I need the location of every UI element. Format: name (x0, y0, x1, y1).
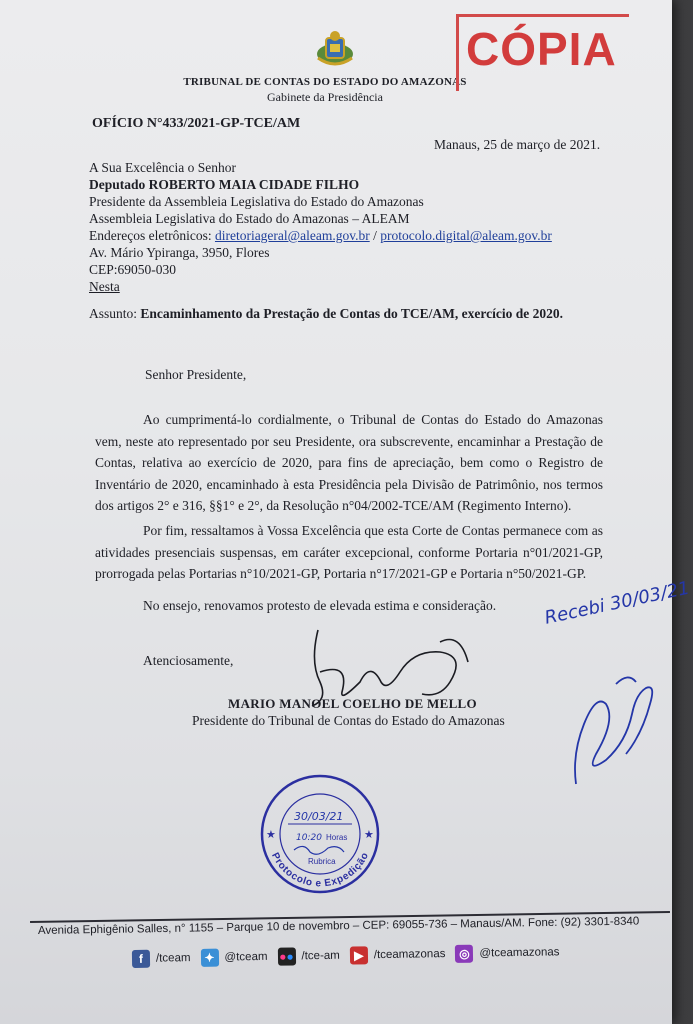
stamp-date: 30/03/21 (294, 810, 344, 823)
recipient-institution: Assembleia Legislativa do Estado do Amazonas – ALEAM (89, 211, 410, 226)
recipient-cep: CEP:69050-030 (89, 262, 177, 277)
recipient-address: Av. Mário Ypiranga, 3950, Flores (89, 245, 270, 260)
paragraph-3: No ensejo, renovamos protesto de elevada estima e consideração. (143, 598, 497, 613)
paragraph-2: Por fim, ressaltamos à Vossa Excelência que esta Corte de Contas permanece com as atividades presenciais suspensas, em caráter excepcional, conforme Portaria n°01/2021-GP, prorrogada pelas Portarias n°10/2021-GP, Portaria n°17/2021-GP e Portaria n°50/2021-GP. (95, 523, 603, 581)
org-name: TRIBUNAL DE CONTAS DO ESTADO DO AMAZONAS (183, 76, 467, 88)
footer-address: Avenida Ephigênio Salles, n° 1155 – Parque 10 de novembro – CEP: 69055-736 – Manaus/AM. Fone: (92) 3301-8340 (37, 915, 640, 937)
received-note: Recebi 30/03/21 (542, 577, 692, 629)
emails-label: Endereços eletrônicos: (89, 228, 212, 243)
email-link-1[interactable]: diretoriageral@aleam.gov.br (214, 228, 370, 243)
svg-text:★: ★ (364, 829, 374, 841)
receiver-signature (566, 664, 666, 794)
signer-role: Presidente do Tribunal de Contas do Estado do Amazonas (192, 713, 505, 728)
protocol-stamp (258, 772, 382, 896)
stamp-time: 10:20 (296, 833, 322, 843)
recipient-nesta: Nesta (89, 279, 120, 294)
stamp-rubrica-label: Rubrica (308, 857, 336, 866)
document-number: OFÍCIO N°433/2021-GP-TCE/AM (92, 116, 301, 131)
svg-text:★: ★ (266, 829, 276, 841)
paragraph-1: Ao cumprimentá-lo cordialmente, o Tribunal de Contas do Estado do Amazonas vem, neste ato representado por seu Presidente, ora subscrevente, encaminhar a Prestação de Contas, relativa ao exercício de 2020, para fins de apreciação, bem como o Registro de Inventário de 2020, encaminhado à esta Presidência pela Divisão de Patrimônio, nos termos dos artigos 2° e 316, §§1° e 2°, da Resolução n°04/2002-TCE/AM (Regimento Interno). (95, 412, 603, 513)
greeting: Senhor Presidente, (145, 367, 247, 382)
subject-text: Encaminhamento da Prestação de Contas do TCE/AM, exercício de 2020. (140, 306, 563, 321)
recipient-salutation: A Sua Excelência o Senhor (89, 160, 236, 175)
closing: Atenciosamente, (143, 653, 234, 668)
instagram-icon[interactable]: ◎ (455, 945, 473, 963)
facebook-icon[interactable]: f (132, 950, 150, 968)
stamp-top-text (258, 772, 382, 775)
copia-stamp: CÓPIA (466, 23, 617, 75)
org-subtitle: Gabinete da Presidência (267, 90, 383, 104)
email-link-2[interactable]: protocolo.digital@aleam.gov.br (380, 228, 552, 243)
stamp-bottom-text: Protocolo e Expedição (269, 851, 371, 890)
subject-line (89, 306, 563, 322)
coat-of-arms-icon (312, 28, 358, 72)
social-label-youtube[interactable]: /tceamazonas (373, 948, 446, 962)
document-date: Manaus, 25 de março de 2021. (434, 137, 601, 152)
social-label-facebook[interactable]: /tceam (155, 952, 191, 965)
social-label-flickr[interactable]: /tce-am (301, 949, 340, 963)
recipient-emails (89, 227, 552, 244)
email-separator: / (369, 228, 381, 243)
flickr-icon[interactable]: ● ● (277, 947, 295, 965)
youtube-icon[interactable]: ▶ (350, 946, 368, 964)
social-links (132, 943, 560, 968)
signer-name: MARIO MANOEL COELHO DE MELLO (228, 696, 477, 711)
recipient-role: Presidente da Assembleia Legislativa do Estado do Amazonas (89, 194, 424, 209)
social-label-instagram[interactable]: @tceamazonas (479, 946, 560, 960)
recipient-name: Deputado ROBERTO MAIA CIDADE FILHO (89, 177, 360, 192)
twitter-icon[interactable]: ✦ (200, 949, 218, 967)
subject-label: Assunto: (89, 306, 138, 321)
stamp-hours-label: Horas (326, 833, 348, 842)
social-label-twitter[interactable]: @tceam (224, 950, 268, 964)
